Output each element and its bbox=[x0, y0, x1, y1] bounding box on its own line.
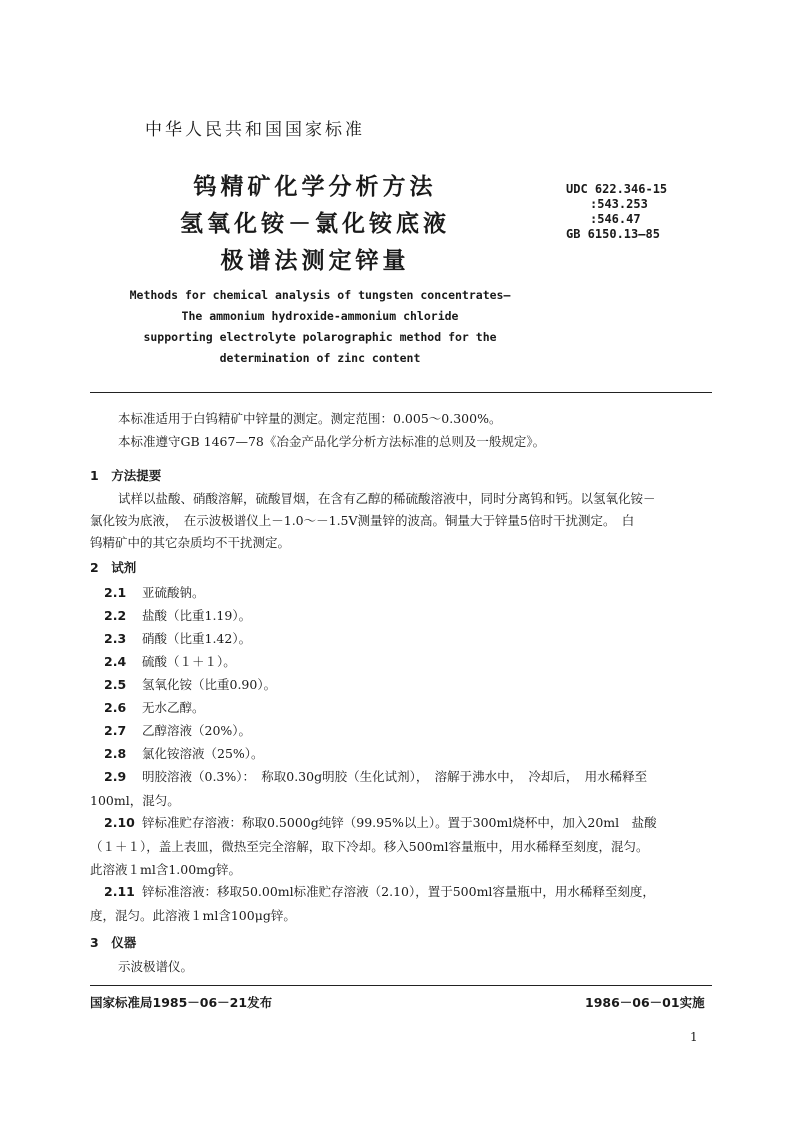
reagent-item: 2.3 硝酸（比重1.42）。 bbox=[104, 631, 252, 646]
english-title-line-1: Methods for chemical analysis of tungsten concentrates— bbox=[129, 288, 511, 302]
gb-number: GB 6150.13—85 bbox=[566, 227, 660, 241]
english-title-line-2: The ammonium hydroxide-ammonium chloride bbox=[181, 309, 459, 323]
reagent-item: 2.1 亚硫酸钠。 bbox=[104, 585, 205, 600]
intro-scope: 本标准适用于白钨精矿中锌量的测定。测定范围：0.005～0.300%。 bbox=[118, 411, 502, 426]
reagent-item: 2.8 氯化铵溶液（25%）。 bbox=[104, 746, 264, 761]
section-2-heading: 2 试剂 bbox=[90, 560, 137, 575]
reagent-2-10-line-1: 2.10 锌标准贮存溶液：称取0.5000g纯锌（99.95%以上）。置于300ml烧杯中，加入20ml 盐酸 bbox=[104, 815, 657, 830]
section-1-heading: 1 方法提要 bbox=[90, 468, 162, 483]
reagent-2-9-line-1: 2.9 明胶溶液（0.3%）： 称取0.30g明胶（生化试剂）， 溶解于沸水中， 冷却后， 用水稀释至 bbox=[104, 769, 648, 784]
english-title bbox=[110, 285, 530, 369]
reagent-item: 2.2 盐酸（比重1.19）。 bbox=[104, 608, 252, 623]
title-line-3: 极谱法测定锌量 bbox=[220, 248, 410, 274]
section-3-line-1: 示波极谱仪。 bbox=[118, 959, 194, 974]
reagent-item: 2.7 乙醇溶液（20%）。 bbox=[104, 723, 252, 738]
reagent-2-11-line-1: 2.11 锌标准溶液：移取50.00ml标准贮存溶液（2.10），置于500ml容量瓶中，用水稀释至刻度， bbox=[104, 884, 655, 899]
issued-date: 国家标准局1985－06－21发布 bbox=[90, 995, 273, 1010]
section-1-line-2: 氯化铵为底液， 在示波极谱仪上－1.0～－1.5V测量锌的波高。铜量大于锌量5倍时干扰测定。 白 bbox=[90, 513, 635, 528]
udc-line-2: :543.253 bbox=[590, 197, 648, 211]
footer-divider bbox=[90, 985, 712, 986]
page-number: 1 bbox=[690, 1030, 698, 1044]
reagent-item: 2.6 无水乙醇。 bbox=[104, 700, 205, 715]
reagent-item: 2.4 硫酸（１＋１）。 bbox=[104, 654, 236, 669]
english-title-line-4: determination of zinc content bbox=[219, 351, 421, 365]
standard-name: 中华人民共和国国家标准 bbox=[145, 120, 365, 140]
reagent-2-11-line-2: 度，混匀。此溶液１ml含100μg锌。 bbox=[90, 908, 296, 923]
reagent-item: 2.5 氢氧化铵（比重0.90）。 bbox=[104, 677, 277, 692]
section-3-heading: 3 仪器 bbox=[90, 935, 137, 950]
udc-line-3: :546.47 bbox=[590, 212, 641, 226]
reagent-2-10-line-2: （１＋１），盖上表皿，微热至完全溶解，取下冷却。移入500ml容量瓶中，用水稀释至刻度，混匀。 bbox=[90, 839, 649, 854]
title-line-1: 钨精矿化学分析方法 bbox=[193, 174, 437, 200]
header-divider bbox=[90, 392, 712, 393]
effective-date: 1986－06－01实施 bbox=[585, 995, 705, 1010]
title-line-2: 氢氧化铵－氯化铵底液 bbox=[180, 211, 450, 237]
english-title-line-3: supporting electrolyte polarographic method for the bbox=[143, 330, 497, 344]
intro-compliance: 本标准遵守GB 1467—78《冶金产品化学分析方法标准的总则及一般规定》。 bbox=[118, 434, 546, 449]
section-1-line-1: 试样以盐酸、硝酸溶解，硫酸冒烟，在含有乙醇的稀硫酸溶液中，同时分离钨和钙。以氢氧化铵－ bbox=[118, 491, 656, 506]
reagent-2-10-line-3: 此溶液１ml含1.00mg锌。 bbox=[90, 862, 242, 877]
section-1-line-3: 钨精矿中的其它杂质均不干扰测定。 bbox=[90, 535, 291, 550]
udc-line-1: UDC 622.346-15 bbox=[566, 182, 668, 196]
reagent-2-9-line-2: 100ml，混匀。 bbox=[90, 793, 180, 808]
